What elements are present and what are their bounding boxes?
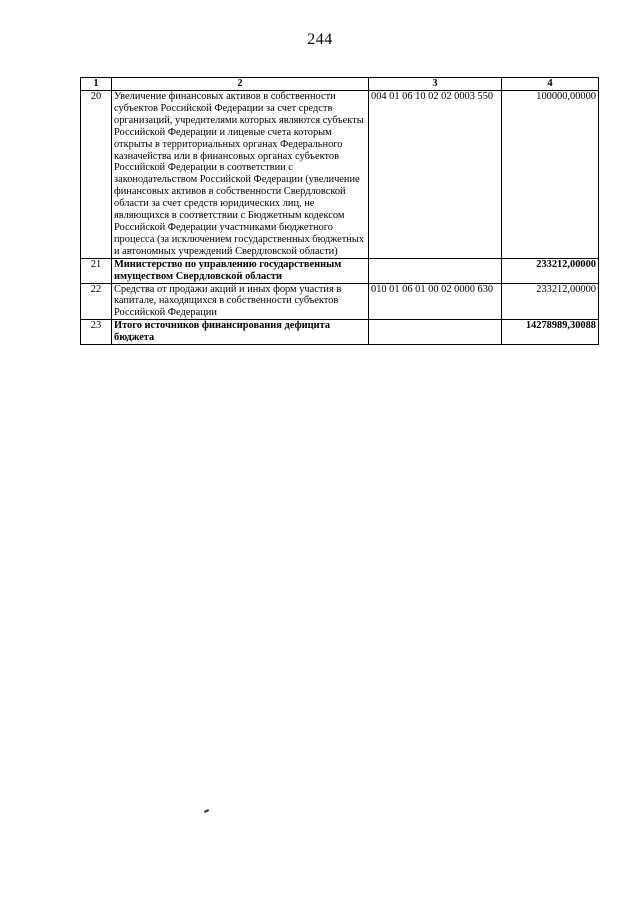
budget-sources-table [80, 77, 599, 345]
row-number: 22 [81, 283, 112, 320]
row-code [369, 320, 502, 345]
row-number: 20 [81, 91, 112, 259]
row-name: Министерство по управлению государственным имуществом Свердловской области [112, 258, 369, 283]
row-amount: 233212,00000 [502, 258, 599, 283]
row-number: 21 [81, 258, 112, 283]
scan-mark [204, 809, 209, 813]
column-header-1: 1 [81, 78, 112, 91]
row-amount: 14278989,30088 [502, 320, 599, 345]
row-amount: 233212,00000 [502, 283, 599, 320]
table-row [81, 91, 599, 259]
row-amount: 100000,00000 [502, 91, 599, 259]
row-code: 004 01 06 10 02 02 0003 550 [369, 91, 502, 259]
table-row [81, 258, 599, 283]
row-name: Увеличение финансовых активов в собственности субъектов Российской Федерации за счет средств организаций, учредителями которых являются субъекты Российской Федерации и лицевые счета которым открыты в территориальных органах Федерального казначейства или в финансовых органах субъектов Российской Федерации в соответствии с законодательством Российской Федерации (увеличение финансовых активов в собственности Свердловской области за счет средств юридических лиц, не являющихся в соответствии с Бюджетным кодексом Российской Федерации участниками бюджетного процесса (за исключением государственных бюджетных и автономных учреждений Свердловской области) [112, 91, 369, 259]
row-name: Итого источников финансирования дефицита бюджета [112, 320, 369, 345]
row-code [369, 258, 502, 283]
column-header-2: 2 [112, 78, 369, 91]
column-header-3: 3 [369, 78, 502, 91]
row-number: 23 [81, 320, 112, 345]
column-header-4: 4 [502, 78, 599, 91]
table-row [81, 283, 599, 320]
table-header-row [81, 78, 599, 91]
table-row [81, 320, 599, 345]
page-number: 244 [307, 31, 333, 48]
row-name: Средства от продажи акций и иных форм участия в капитале, находящихся в собственности субъектов Российской Федерации [112, 283, 369, 320]
row-code: 010 01 06 01 00 02 0000 630 [369, 283, 502, 320]
